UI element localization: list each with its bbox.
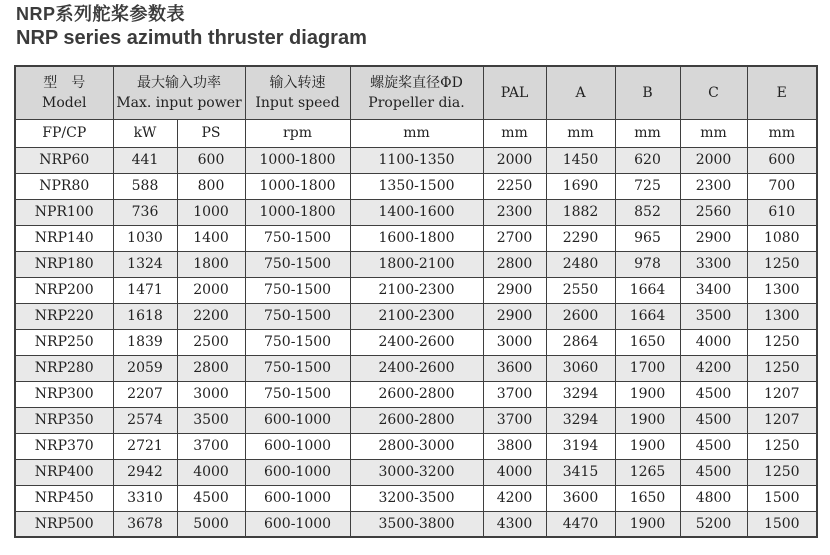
value-cell: 3060 — [546, 355, 615, 381]
model-cell: NRP140 — [15, 225, 113, 251]
value-cell: 1000 — [177, 199, 245, 225]
value-cell: 1650 — [615, 485, 680, 511]
value-cell: 3194 — [546, 433, 615, 459]
header-power-zh: 最大输入功率 — [137, 74, 221, 91]
value-cell: 3500 — [177, 407, 245, 433]
value-cell: 600-1000 — [245, 433, 350, 459]
model-cell: NRP200 — [15, 277, 113, 303]
header-max-input-power — [113, 66, 245, 119]
thruster-spec-table — [14, 65, 818, 538]
unit-model: FP/CP — [15, 119, 113, 147]
value-cell: 2900 — [483, 277, 546, 303]
unit-kw: kW — [113, 119, 177, 147]
model-cell: NRP300 — [15, 381, 113, 407]
value-cell: 750-1500 — [245, 251, 350, 277]
value-cell: 750-1500 — [245, 381, 350, 407]
value-cell: 3800 — [483, 433, 546, 459]
value-cell: 600-1000 — [245, 485, 350, 511]
model-cell: NRP500 — [15, 511, 113, 537]
value-cell: 2400-2600 — [350, 355, 483, 381]
header-c: C — [680, 66, 747, 119]
value-cell: 2200 — [177, 303, 245, 329]
value-cell: 1030 — [113, 225, 177, 251]
model-cell: NPR100 — [15, 199, 113, 225]
value-cell: 2300 — [680, 173, 747, 199]
value-cell: 1900 — [615, 381, 680, 407]
table-row — [15, 147, 817, 173]
value-cell: 1250 — [747, 433, 817, 459]
unit-e-mm: mm — [747, 119, 817, 147]
value-cell: 725 — [615, 173, 680, 199]
header-pal: PAL — [483, 66, 546, 119]
value-cell: 4500 — [680, 433, 747, 459]
unit-a-mm: mm — [546, 119, 615, 147]
model-cell: NPR80 — [15, 173, 113, 199]
value-cell: 4500 — [680, 407, 747, 433]
value-cell: 1664 — [615, 303, 680, 329]
model-cell: NRP180 — [15, 251, 113, 277]
value-cell: 2800 — [483, 251, 546, 277]
value-cell: 1250 — [747, 355, 817, 381]
value-cell: 600-1000 — [245, 407, 350, 433]
unit-rpm: rpm — [245, 119, 350, 147]
value-cell: 1471 — [113, 277, 177, 303]
unit-c-mm: mm — [680, 119, 747, 147]
value-cell: 1650 — [615, 329, 680, 355]
unit-ps: PS — [177, 119, 245, 147]
header-b: B — [615, 66, 680, 119]
value-cell: 4000 — [483, 459, 546, 485]
value-cell: 3000-3200 — [350, 459, 483, 485]
table-header — [15, 66, 817, 147]
value-cell: 3294 — [546, 407, 615, 433]
value-cell: 2100-2300 — [350, 277, 483, 303]
value-cell: 600-1000 — [245, 459, 350, 485]
header-propeller-dia — [350, 66, 483, 119]
value-cell: 1700 — [615, 355, 680, 381]
value-cell: 2100-2300 — [350, 303, 483, 329]
table-row — [15, 459, 817, 485]
value-cell: 4000 — [680, 329, 747, 355]
page-title-english: NRP series azimuth thruster diagram — [16, 27, 367, 49]
value-cell: 1800 — [177, 251, 245, 277]
model-cell: NRP370 — [15, 433, 113, 459]
table-row — [15, 433, 817, 459]
value-cell: 1300 — [747, 277, 817, 303]
header-model — [15, 66, 113, 119]
value-cell: 1618 — [113, 303, 177, 329]
value-cell: 4500 — [680, 381, 747, 407]
value-cell: 2500 — [177, 329, 245, 355]
value-cell: 4000 — [177, 459, 245, 485]
value-cell: 1882 — [546, 199, 615, 225]
value-cell: 2400-2600 — [350, 329, 483, 355]
value-cell: 1000-1800 — [245, 199, 350, 225]
value-cell: 3600 — [546, 485, 615, 511]
header-model-en: Model — [42, 94, 87, 111]
model-cell: NRP400 — [15, 459, 113, 485]
model-cell: NRP250 — [15, 329, 113, 355]
table-row — [15, 329, 817, 355]
value-cell: 3500 — [680, 303, 747, 329]
header-dia-zh: 螺旋桨直径ΦD — [370, 74, 463, 91]
value-cell: 2900 — [483, 303, 546, 329]
value-cell: 1600-1800 — [350, 225, 483, 251]
value-cell: 4200 — [680, 355, 747, 381]
value-cell: 700 — [747, 173, 817, 199]
value-cell: 1300 — [747, 303, 817, 329]
value-cell: 2290 — [546, 225, 615, 251]
value-cell: 3310 — [113, 485, 177, 511]
table-row — [15, 303, 817, 329]
value-cell: 3678 — [113, 511, 177, 537]
table-row — [15, 381, 817, 407]
value-cell: 4500 — [680, 459, 747, 485]
value-cell: 3415 — [546, 459, 615, 485]
value-cell: 2864 — [546, 329, 615, 355]
value-cell: 600 — [747, 147, 817, 173]
header-row — [15, 66, 817, 119]
value-cell: 3300 — [680, 251, 747, 277]
value-cell: 1250 — [747, 251, 817, 277]
header-speed-en: Input speed — [255, 94, 340, 111]
value-cell: 3700 — [483, 381, 546, 407]
table-row — [15, 173, 817, 199]
value-cell: 1900 — [615, 511, 680, 537]
value-cell: 1800-2100 — [350, 251, 483, 277]
units-row — [15, 119, 817, 147]
value-cell: 3200-3500 — [350, 485, 483, 511]
value-cell: 1100-1350 — [350, 147, 483, 173]
value-cell: 750-1500 — [245, 277, 350, 303]
value-cell: 1324 — [113, 251, 177, 277]
value-cell: 3700 — [483, 407, 546, 433]
value-cell: 750-1500 — [245, 355, 350, 381]
value-cell: 2600-2800 — [350, 381, 483, 407]
header-model-zh: 型 号 — [43, 74, 86, 91]
value-cell: 1450 — [546, 147, 615, 173]
table-body — [15, 147, 817, 537]
value-cell: 5000 — [177, 511, 245, 537]
value-cell: 1350-1500 — [350, 173, 483, 199]
value-cell: 4800 — [680, 485, 747, 511]
value-cell: 2550 — [546, 277, 615, 303]
value-cell: 965 — [615, 225, 680, 251]
value-cell: 2300 — [483, 199, 546, 225]
table-row — [15, 355, 817, 381]
value-cell: 2560 — [680, 199, 747, 225]
model-cell: NRP280 — [15, 355, 113, 381]
value-cell: 1207 — [747, 381, 817, 407]
value-cell: 5200 — [680, 511, 747, 537]
table-row — [15, 485, 817, 511]
value-cell: 3000 — [483, 329, 546, 355]
unit-b-mm: mm — [615, 119, 680, 147]
value-cell: 2059 — [113, 355, 177, 381]
value-cell: 1265 — [615, 459, 680, 485]
value-cell: 1500 — [747, 511, 817, 537]
value-cell: 3000 — [177, 381, 245, 407]
header-speed-zh: 输入转速 — [269, 74, 326, 91]
value-cell: 750-1500 — [245, 225, 350, 251]
value-cell: 2000 — [680, 147, 747, 173]
model-cell: NRP220 — [15, 303, 113, 329]
header-input-speed — [245, 66, 350, 119]
page-title-chinese: NRP系列舵桨参数表 — [16, 4, 186, 24]
value-cell: 2600 — [546, 303, 615, 329]
value-cell: 2574 — [113, 407, 177, 433]
value-cell: 2800 — [177, 355, 245, 381]
value-cell: 2900 — [680, 225, 747, 251]
header-e: E — [747, 66, 817, 119]
value-cell: 3294 — [546, 381, 615, 407]
value-cell: 600 — [177, 147, 245, 173]
value-cell: 588 — [113, 173, 177, 199]
value-cell: 1000-1800 — [245, 173, 350, 199]
value-cell: 800 — [177, 173, 245, 199]
value-cell: 3600 — [483, 355, 546, 381]
value-cell: 1900 — [615, 407, 680, 433]
value-cell: 2700 — [483, 225, 546, 251]
value-cell: 3700 — [177, 433, 245, 459]
value-cell: 1900 — [615, 433, 680, 459]
value-cell: 4300 — [483, 511, 546, 537]
header-a: A — [546, 66, 615, 119]
value-cell: 750-1500 — [245, 329, 350, 355]
table-row — [15, 407, 817, 433]
value-cell: 1839 — [113, 329, 177, 355]
value-cell: 1690 — [546, 173, 615, 199]
value-cell: 600-1000 — [245, 511, 350, 537]
value-cell: 2207 — [113, 381, 177, 407]
value-cell: 2600-2800 — [350, 407, 483, 433]
value-cell: 2250 — [483, 173, 546, 199]
table-row — [15, 277, 817, 303]
value-cell: 1250 — [747, 329, 817, 355]
model-cell: NRP350 — [15, 407, 113, 433]
value-cell: 441 — [113, 147, 177, 173]
value-cell: 3400 — [680, 277, 747, 303]
header-power-en: Max. input power — [116, 94, 242, 111]
value-cell: 3500-3800 — [350, 511, 483, 537]
value-cell: 1207 — [747, 407, 817, 433]
value-cell: 1000-1800 — [245, 147, 350, 173]
value-cell: 1664 — [615, 277, 680, 303]
value-cell: 2800-3000 — [350, 433, 483, 459]
value-cell: 4200 — [483, 485, 546, 511]
value-cell: 978 — [615, 251, 680, 277]
value-cell: 2000 — [483, 147, 546, 173]
value-cell: 852 — [615, 199, 680, 225]
table-row — [15, 199, 817, 225]
value-cell: 610 — [747, 199, 817, 225]
value-cell: 2000 — [177, 277, 245, 303]
unit-pal-mm: mm — [483, 119, 546, 147]
value-cell: 736 — [113, 199, 177, 225]
value-cell: 1500 — [747, 485, 817, 511]
value-cell: 1250 — [747, 459, 817, 485]
value-cell: 4500 — [177, 485, 245, 511]
value-cell: 2721 — [113, 433, 177, 459]
model-cell: NRP60 — [15, 147, 113, 173]
model-cell: NRP450 — [15, 485, 113, 511]
table-row — [15, 511, 817, 537]
value-cell: 1400-1600 — [350, 199, 483, 225]
unit-dia-mm: mm — [350, 119, 483, 147]
table-row — [15, 225, 817, 251]
value-cell: 750-1500 — [245, 303, 350, 329]
value-cell: 2942 — [113, 459, 177, 485]
value-cell: 4470 — [546, 511, 615, 537]
value-cell: 2480 — [546, 251, 615, 277]
value-cell: 1400 — [177, 225, 245, 251]
page-titles — [0, 0, 830, 51]
value-cell: 620 — [615, 147, 680, 173]
table-row — [15, 251, 817, 277]
value-cell: 1080 — [747, 225, 817, 251]
header-dia-en: Propeller dia. — [368, 94, 465, 111]
